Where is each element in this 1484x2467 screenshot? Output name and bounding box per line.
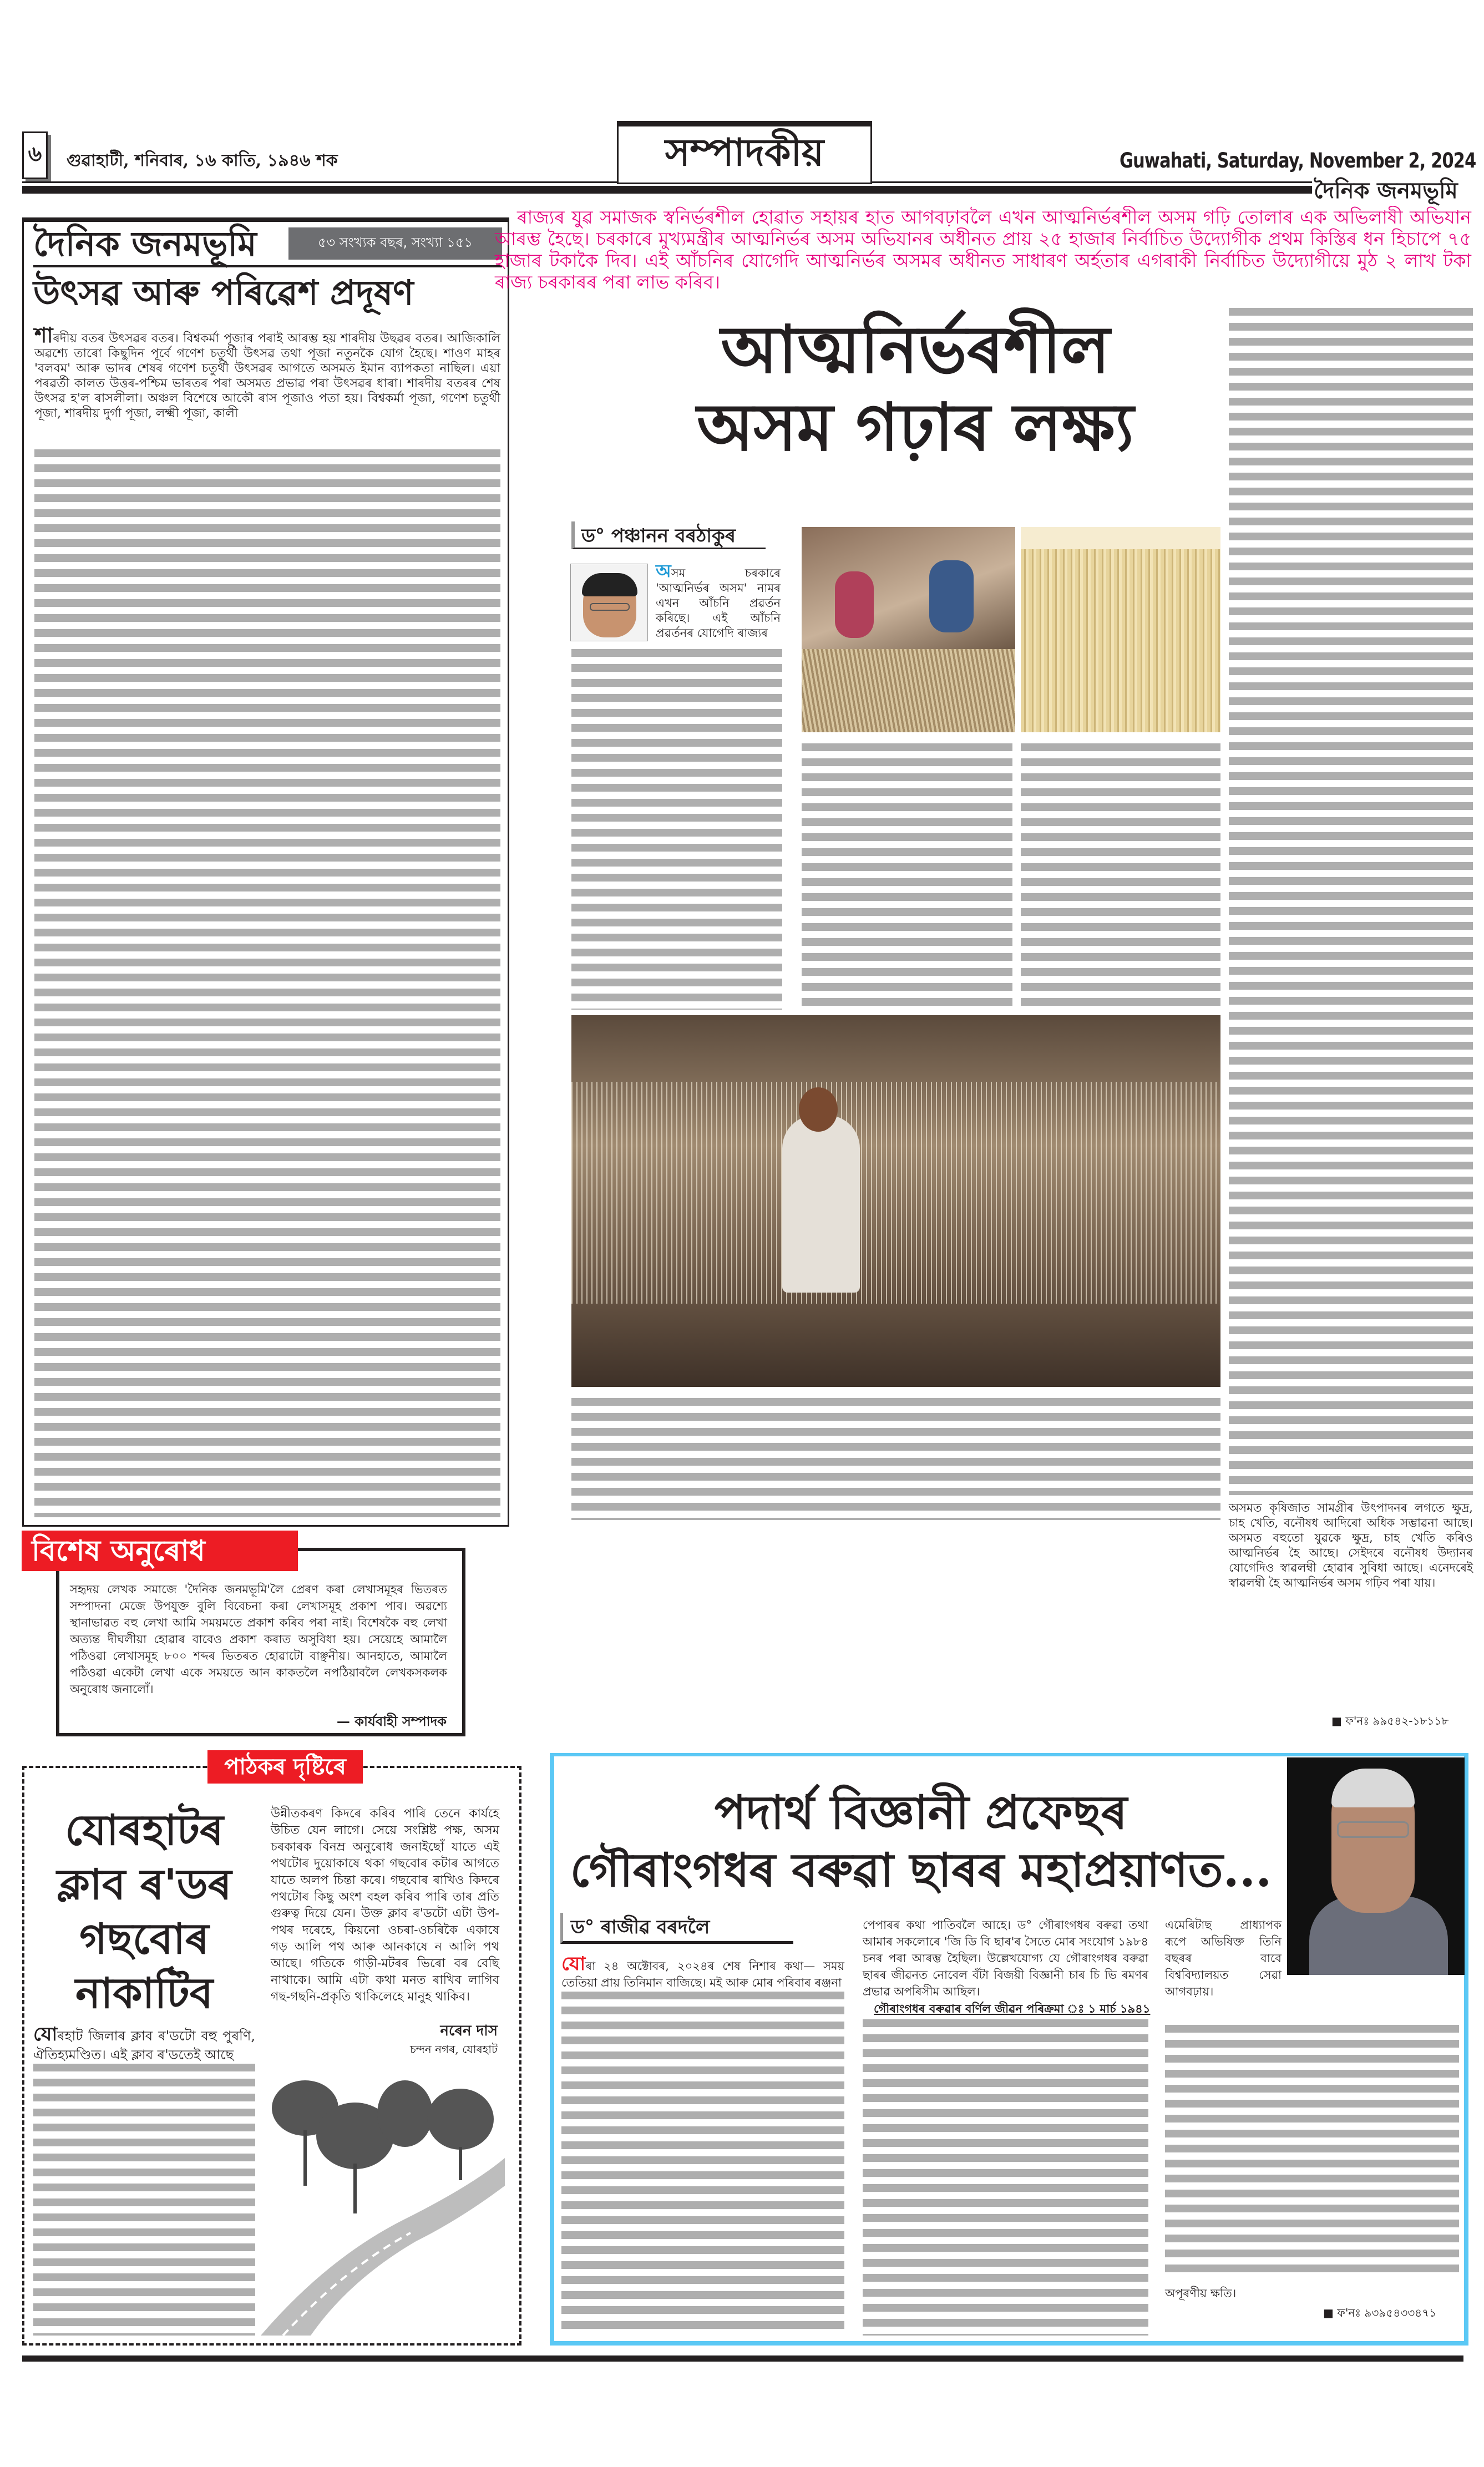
obituary-col3-continued <box>1165 2025 1459 2277</box>
special-request-body: সহৃদয় লেখক সমাজে 'দৈনিক জনমভূমি'লৈ প্ৰেৰণ কৰা লেখাসমূহৰ ভিতৰত সম্পাদনা মেজে উপযুক্ত বুলি বিবেচনা কৰা লেখাসমূহ প্ৰকাশ পাব। অৱশ্যে স্থানাভাৱত বহু লেখা আমি সময়মতে প্ৰকাশ কৰিব পৰা নাই। বিশেষকৈ বহু লেখা অত্যন্ত দীঘলীয়া হোৱাৰ বাবেও প্ৰকাশ কৰাত অসুবিধা হয়। সেয়েহে আমালৈ পঠিওৱা লেখাসমূহ ৮০০ শব্দৰ ভিতৰত হোৱাটো বাঞ্ছনীয়। আনহাতে, আমালৈ পঠিওৱা একেটা লেখা একে সময়তে আন কাকতলৈ নপঠিয়াবলৈ লেখকসকলক অনুৰোধ জনালোঁ। <box>70 1583 447 1696</box>
editorial-title: উৎসৱ আৰু পৰিৱেশ প্ৰদূষণ <box>33 272 414 313</box>
obituary-headline: পদাৰ্থ বিজ্ঞানী প্ৰফেছৰ গৌৰাংগধৰ বৰুৱা ছাৰৰ মহাপ্ৰয়াণত... <box>570 1785 1272 1897</box>
square-bullet-icon: ■ <box>1323 2306 1338 2319</box>
readers-view-title: যোৰহাটৰ ক্লাব ৰ'ডৰ গছবোৰ নাকাটিব <box>57 1805 232 2018</box>
page-number-box <box>22 131 48 179</box>
obituary-col1 <box>561 1992 844 2336</box>
date-local: গুৱাহাটী, শনিবাৰ, ১৬ কাতি, ১৯৪৬ শক <box>67 151 338 170</box>
masthead-issue: ৫৩ সংখ্যক বছৰ, সংখ্যা ১৫১ <box>288 227 502 260</box>
author-photo <box>570 564 648 641</box>
paper-name-right: দৈনিক জনমভূমি <box>1314 178 1458 204</box>
obituary-col3: এমেৰিটাছ প্ৰাধ্যাপক ৰূপে অভিষিক্ত তিনি বছৰৰ বাবে বিশ্ববিদ্যালয়ত সেৱা আগবঢ়ায়। <box>1165 1917 1282 2000</box>
editorial-body: শাৰদীয় বতৰ উৎসৱৰ বতৰ। বিশ্বকৰ্মা পূজাৰ পৰাই আৰম্ভ হয় শাৰদীয় উছৱৰ বতৰ। আজিকালি অৱশ্যে তাৰো কিছুদিন পূৰ্বে গণেশ চতুৰ্থী উৎসৱ তথা পূজা নতুনকৈ যোগ হৈছে। শাওণ মাহৰ 'বলবম' আৰু ভাদৰ শেষৰ গণেশ চতুৰ্থী উৎসৱৰ আগতে অসমত ইমান ব্যাপকতা নাছিল। এয়া পৰৱৰ্তী কালত উত্তৰ-পশ্চিম ভাৰতৰ পৰা অসমত প্ৰভাৱ পৰা উৎসৱৰ ধাৰা। শাৰদীয় বতৰৰ শেষ উৎসৱ হ'ল ৰাসলীলা। অঞ্চল বিশেষে আকৌ ৰাস পূজাও পতা হয়। বিশ্বকৰ্মা পূজা, গণেশ চতুৰ্থী পূজা, শাৰদীয় দুৰ্গা পূজা, লক্ষ্মী পূজা, কালী <box>34 322 500 421</box>
main-phone: ■ ফ'নঃ ৯৯৫৪২-১৮১১৮ <box>1331 1714 1449 1728</box>
main-lead: অসম চৰকাৰে 'আত্মনিৰ্ভৰ অসম' নামৰ এখন আঁচনি প্ৰৱৰ্তন কৰিছে। এই আঁচনি প্ৰৱৰ্তনৰ যোগেদি ৰাজ্যৰ <box>656 560 781 640</box>
editorial-body-continued <box>34 449 500 1517</box>
main-body-col2 <box>802 743 1012 1010</box>
obituary-phone: ■ ফ'নঃ ৯৩৯৫৪৩৩৪৭১ <box>1323 2306 1437 2319</box>
header-rule-thick <box>22 186 1312 194</box>
main-body-bottom <box>571 1398 1220 1520</box>
main-right-excerpt: অসমত কৃষিজাত সামগ্ৰীৰ উৎপাদনৰ লগতে ক্ষুদ্ৰ, চাহ খেতি, বনৌষধ আদিৰো অধিক সম্ভাৱনা আছে। অসমত বহুতো যুৱকে ক্ষুদ্ৰ, চাহ খেতি কৰিও আত্মনিৰ্ভৰ হৈ আছে। সেইদৰে বনৌষধ উদ্যানৰ যোগেদিও স্বাৱলম্বী হোৱাৰ সুবিধা আছে। এনেদৰেই স্বাৱলম্বী হৈ আত্মনিৰ্ভৰ অসম গঢ়িব পৰা যায়। <box>1229 1501 1473 1589</box>
main-body-col3 <box>1021 743 1220 1010</box>
readers-view-label: পাঠকৰ দৃষ্টিৰে <box>207 1750 363 1784</box>
special-request-signature: — কাৰ্যবাহী সম্পাদক <box>336 1713 447 1729</box>
loom-photo <box>571 1015 1220 1387</box>
obituary-col2: পেপাৰৰ কথা পাতিবলৈ আহে। ড° গৌৰাংগধৰ বৰুৱা তথা আমাৰ সকলোৰে 'জি ডি বি ছাৰ'ৰ সৈতে মোৰ সংযোগ ১৯৮৪ চনৰ পৰা আৰম্ভ হৈছিল। উল্লেখযোগ্য যে গৌৰাংগধৰ বৰুৱা ছাৰৰ জীৱনত নোবেল বঁটা বিজয়ী বিজ্ঞানী চাৰ চি ভি ৰমণৰ প্ৰভাৱ অপৰিসীম আছিল। <box>863 1918 1148 1998</box>
masthead-name: দৈনিক জনমভূমি <box>33 224 257 264</box>
date-english: Guwahati, Saturday, November 2, 2024 <box>1119 149 1476 173</box>
obituary-subhead: গৌৰাংগধৰ বৰুৱাৰ বৰ্ণিল জীৱন পৰিক্ৰমা ঃ ১ মাৰ্চ ১৯৪১ <box>874 2002 1151 2015</box>
weaving-photo <box>802 527 1015 732</box>
main-body-col1 <box>571 649 782 1010</box>
dropcap: শা <box>34 322 53 347</box>
author-byline: ড° পঞ্চানন বৰঠাকুৰ <box>571 521 766 549</box>
road-illustration <box>261 2075 505 2336</box>
special-request-label: বিশেষ অনুৰোধ <box>22 1531 298 1571</box>
obituary-col2-continued <box>863 2019 1148 2336</box>
section-title-box <box>617 121 872 184</box>
main-deck: ৰাজ্যৰ যুৱ সমাজক স্বনিৰ্ভৰশীল হোৱাত সহায়ৰ হাত আগবঢ়াবলৈ এখন আত্মনিৰ্ভৰশীল অসম গঢ়ি তোলাৰ এক অভিলাষী অভিযান আৰম্ভ হৈছে। চৰকাৰে মুখ্যমন্ত্ৰীৰ আত্মনিৰ্ভৰ অসম অভিযানৰ অধীনত প্ৰায় ২৫ হাজাৰ নিৰ্বাচিত উদ্যোগীক প্ৰথম কিস্তিৰ ধন হিচাপে ৭৫ হাজাৰ টকাকৈ দিব। এই আঁচনিৰ যোগেদি আত্মনিৰ্ভৰ অসমৰ অধীনত সাধাৰণ অৰ্হতাৰ এগৰাকী নিৰ্বাচিত উদ্যোগীয়ে মুঠ ২ লাখ টকা ৰাজ্য চৰকাৰৰ পৰা লাভ কৰিব। <box>495 206 1471 293</box>
square-bullet-icon: ■ <box>1331 1714 1346 1728</box>
footer-rule <box>22 2355 1463 2362</box>
readers-view-address: চন্দন নগৰ, যোৰহাট <box>409 2043 498 2056</box>
bamboo-sticks-photo <box>1021 527 1220 732</box>
main-body-right-col <box>1229 308 1473 1495</box>
obituary-byline: ড° ৰাজীৱ বৰদলৈ <box>560 1913 793 1944</box>
readers-view-body-right: উন্নীতকৰণ কিদৰে কৰিব পাৰি তেনে কাৰ্যহে উচিত যেন লাগে। সেয়ে সংশ্লিষ্ট পক্ষ, অসম চৰকাৰক বিনম্ৰ অনুৰোধ জনাইছোঁ যাতে এই পথটোৰ দুয়োকাষে থকা গছবোৰ কটাৰ আগতে যাতে অলপ চিন্তা কৰে। গছবোৰ ৰাখিও কিদৰে পথটোৰ কিছু অংশ বহল কৰিব পাৰি তাৰ প্ৰতি গুৰুত্ব দিয়ে যেন। উক্ত ক্লাব ৰ'ডটো এটা উপ-পথৰ দৰেহে, কিয়নো ওচৰা-ওচৰিকৈ একাষে গড় আলি পথ আৰু আনকাষে ন আলি পথ আছে। গতিকে গাড়ী-মটৰৰ ভিৰো বৰ বেছি নাথাকে। আমি এটা কথা মনত ৰাখিব লাগিব গছ-গছনি-প্ৰকৃতি থাকিলেহে মানুহ থাকিব। <box>271 1807 499 2004</box>
readers-view-author: নৰেন দাস <box>440 2023 498 2039</box>
masthead-rule <box>33 265 502 267</box>
page-number: ৬ <box>28 141 42 166</box>
readers-view-body-left-continued <box>33 2064 255 2336</box>
readers-view-body-left: যোৰহাট জিলাৰ ক্লাব ৰ'ডটো বহু পুৰণি, ঐতিহ্যমণ্ডিত। এই ক্লাব ৰ'ডতেই আছে <box>33 2023 255 2063</box>
obituary-lead: যোৰা ২৪ অক্টোবৰ, ২০২৪ৰ শেষ নিশাৰ কথা— সময় তেতিয়া প্ৰায় তিনিমান বাজিছে। মই আৰু মোৰ পৰিবাৰ ৰঞ্জনা <box>561 1953 844 1989</box>
main-headline: আত্মনিৰ্ভৰশীল অসম গঢ়াৰ লক্ষ্য <box>697 311 1134 465</box>
section-title: সম্পাদকীয় <box>665 130 824 175</box>
obituary-ending: অপূৰণীয় ক্ষতি। <box>1165 2287 1237 2300</box>
professor-photo <box>1287 1757 1465 1975</box>
